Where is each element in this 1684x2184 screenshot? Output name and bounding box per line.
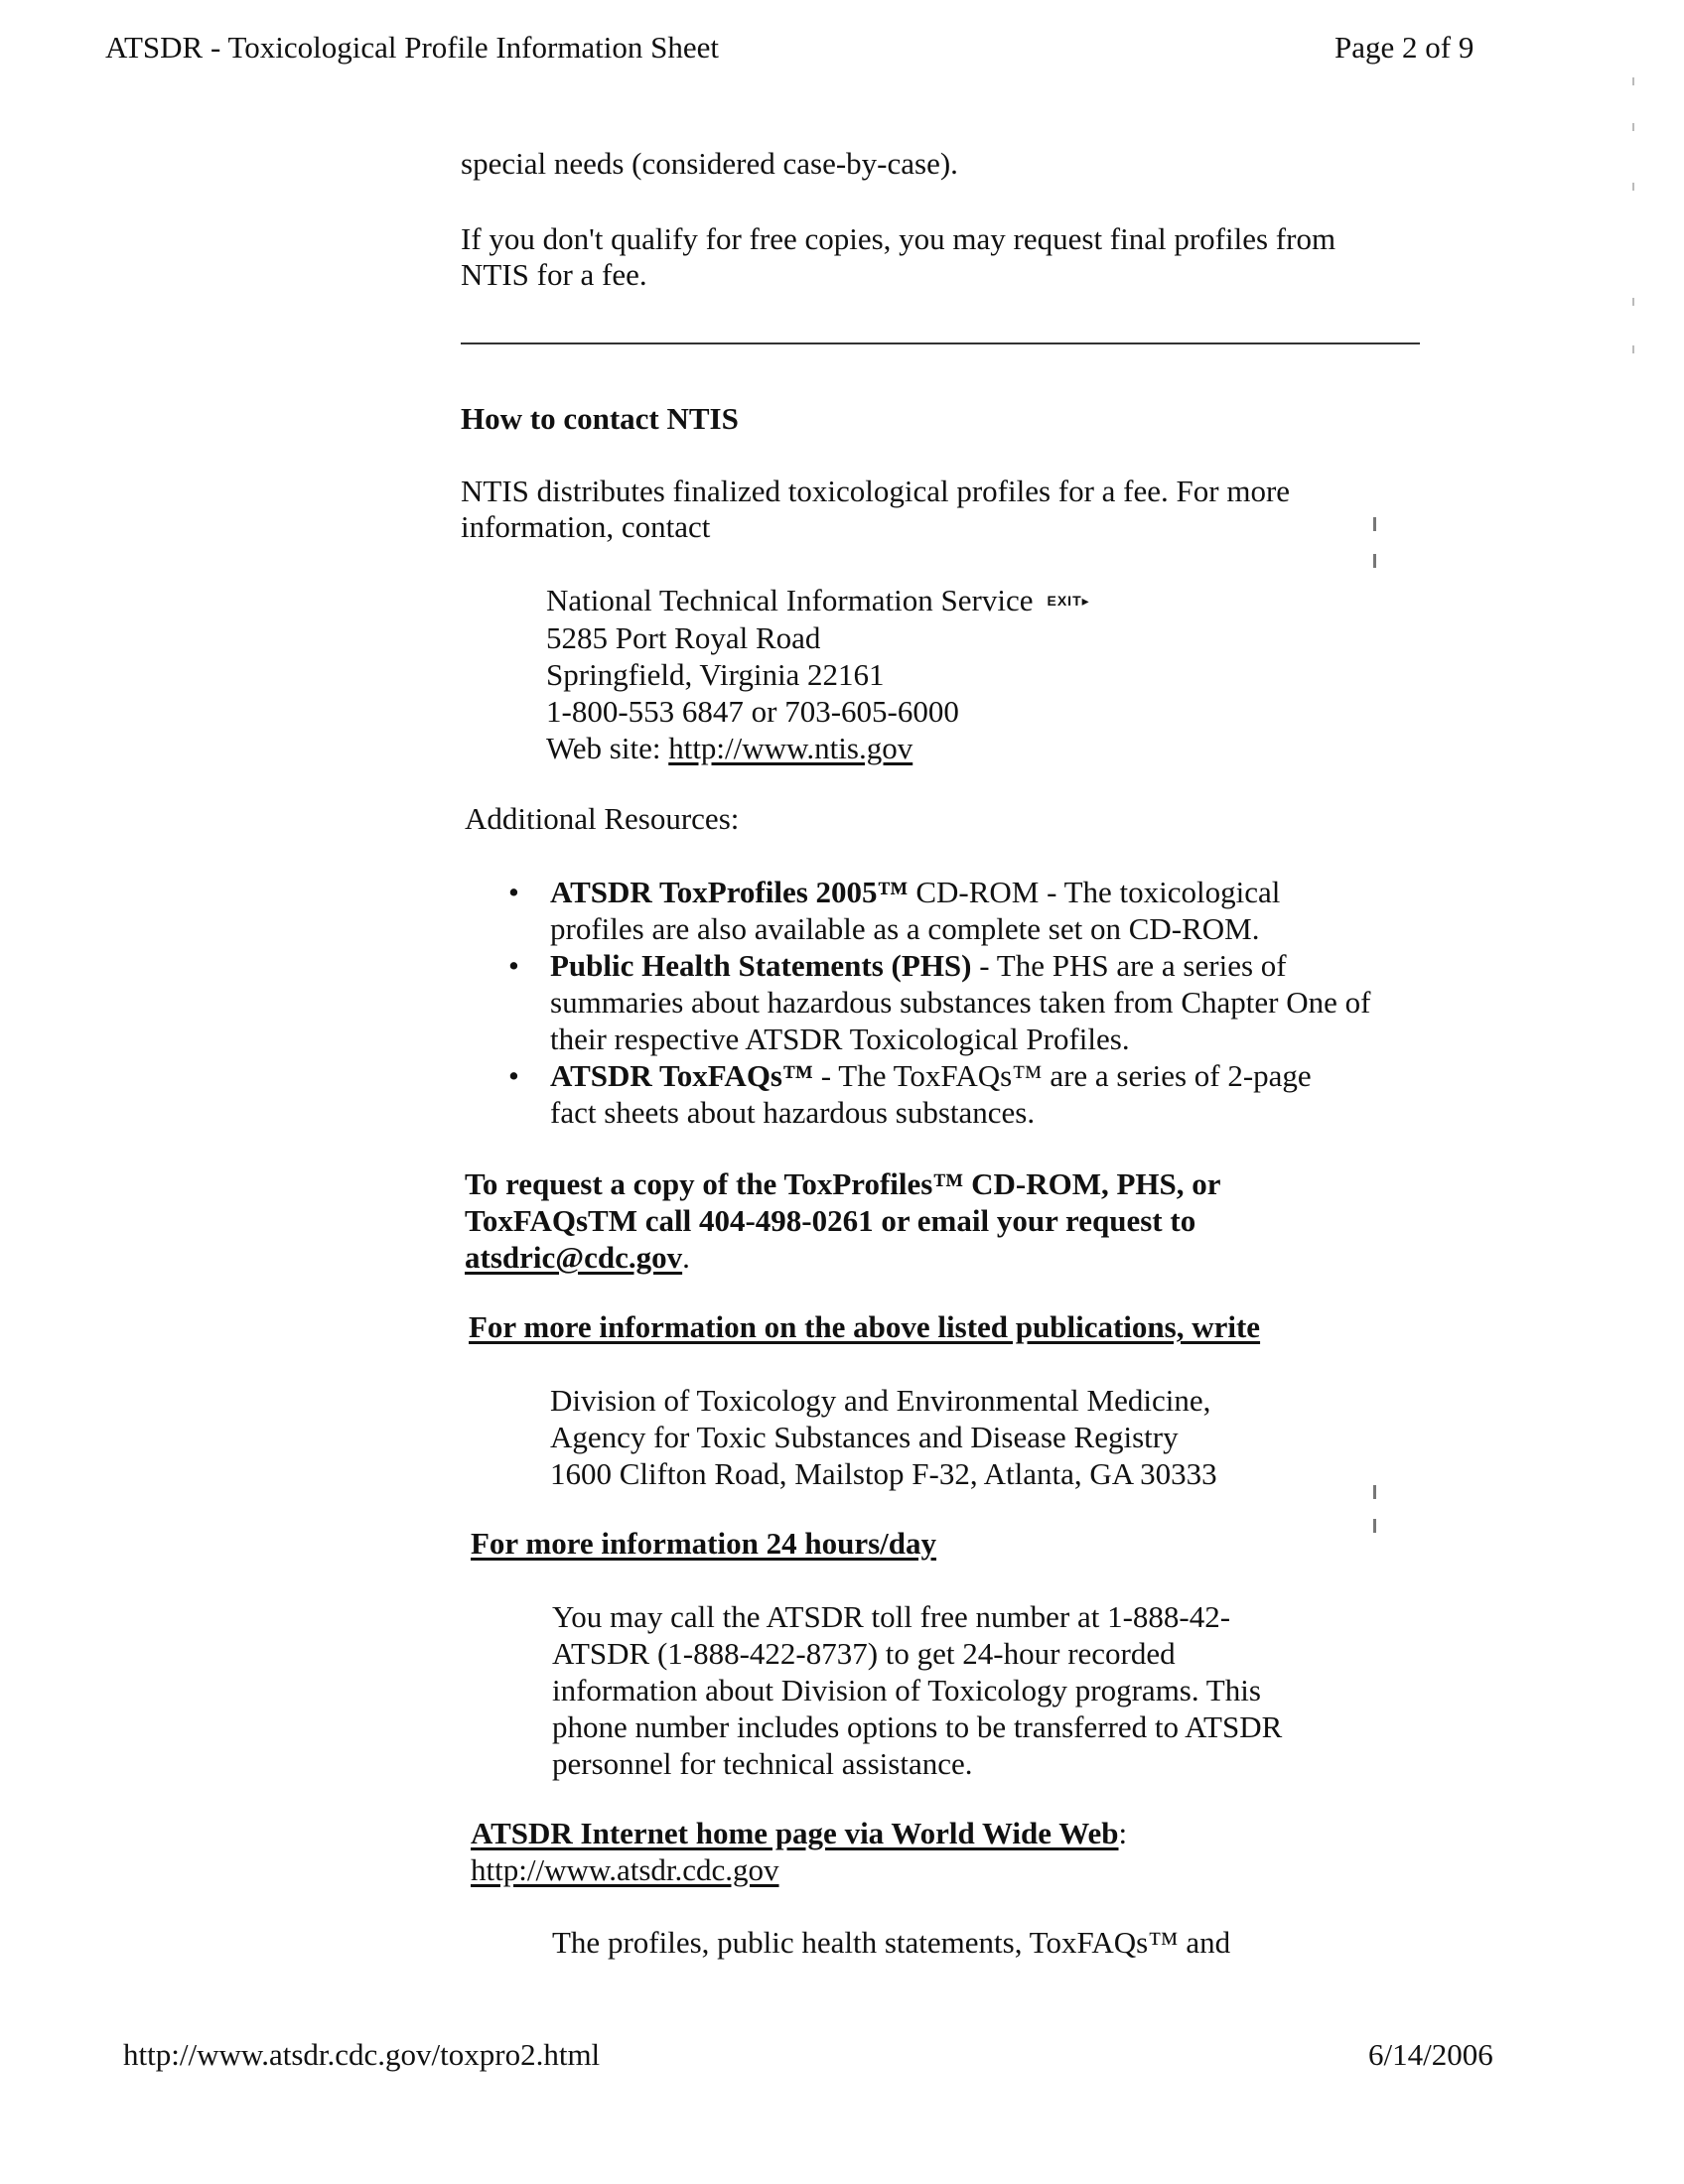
resource-desc: CD-ROM - The toxicological <box>908 875 1281 909</box>
ntis-web-link[interactable]: http://www.ntis.gov <box>668 731 913 765</box>
hours-line-4: phone number includes options to be transferred to ATSDR <box>552 1709 1283 1744</box>
resource-desc: - The PHS are a series of <box>971 948 1287 983</box>
page-number: Page 2 of 9 <box>1334 30 1474 65</box>
publications-address <box>550 1382 1217 1492</box>
list-item <box>502 874 1456 947</box>
hours-text <box>552 1598 1282 1782</box>
resource-desc: - The ToxFAQs™ are a series of 2-page <box>813 1058 1312 1093</box>
resource-title[interactable]: Public Health Statements (PHS) <box>550 948 972 983</box>
resource-desc-line: profiles are also available as a complete set on CD-ROM. <box>550 911 1260 946</box>
hours-line-3: information about Division of Toxicology programs. This <box>552 1673 1261 1707</box>
pub-line-2: Agency for Toxic Substances and Disease Registry <box>550 1420 1179 1454</box>
hours-line-1: You may call the ATSDR toll free number at 1-888-42- <box>552 1599 1231 1634</box>
bullet-icon: • <box>508 1058 519 1093</box>
list-item <box>502 1057 1456 1131</box>
ntis-org-name: National Technical Information Service <box>546 583 1034 617</box>
scan-mark <box>1373 1519 1376 1533</box>
request-line-3: atsdric@cdc.gov. <box>465 1240 690 1275</box>
list-item <box>502 947 1456 1057</box>
resources-heading: Additional Resources: <box>465 801 740 836</box>
request-line-1: To request a copy of the ToxProfiles™ CD-ROM, PHS, or <box>465 1166 1221 1201</box>
request-block <box>465 1165 1221 1276</box>
scan-mark <box>1632 345 1634 353</box>
resource-title[interactable]: ATSDR ToxFAQs™ <box>550 1058 813 1093</box>
resource-desc-line: their respective ATSDR Toxicological Profiles. <box>550 1022 1130 1056</box>
bullet-icon: • <box>508 875 519 909</box>
atsdr-home-link[interactable]: http://www.atsdr.cdc.gov <box>471 1852 779 1887</box>
footer-url: http://www.atsdr.cdc.gov/toxpro2.html <box>123 2037 601 2072</box>
hours-line-5: personnel for technical assistance. <box>552 1746 973 1781</box>
bullet-icon: • <box>508 948 519 983</box>
scan-mark <box>1373 517 1376 531</box>
header-title: ATSDR - Toxicological Profile Information Sheet <box>105 30 720 65</box>
ntis-para-line-2: information, contact <box>461 509 711 544</box>
internet-heading-line: ATSDR Internet home page via World Wide Web: <box>471 1816 1128 1850</box>
scan-mark <box>1632 123 1634 131</box>
request-email-link[interactable]: atsdric@cdc.gov <box>465 1240 683 1275</box>
resource-desc-line: fact sheets about hazardous substances. <box>550 1095 1036 1130</box>
pub-line-3: 1600 Clifton Road, Mailstop F-32, Atlanta, GA 30333 <box>550 1456 1217 1491</box>
scan-mark <box>1373 554 1376 568</box>
scan-mark <box>1632 298 1634 306</box>
pub-line-1: Division of Toxicology and Environmental Medicine, <box>550 1383 1211 1418</box>
section-divider <box>461 342 1420 344</box>
ntis-phone: 1-800-553 6847 or 703-605-6000 <box>546 694 959 729</box>
request-line-2: ToxFAQsTM call 404-498-0261 or email your request to <box>465 1203 1196 1238</box>
hours-line-2: ATSDR (1-888-422-8737) to get 24-hour recorded <box>552 1636 1176 1671</box>
scan-mark <box>1632 183 1634 191</box>
hours-heading[interactable]: For more information 24 hours/day <box>471 1526 937 1561</box>
exit-icon[interactable]: EXIT▸ <box>1047 593 1090 609</box>
ntis-city: Springfield, Virginia 22161 <box>546 657 885 692</box>
resource-title[interactable]: ATSDR ToxProfiles 2005™ <box>550 875 909 909</box>
ntis-street: 5285 Port Royal Road <box>546 620 821 655</box>
internet-heading[interactable]: ATSDR Internet home page via World Wide Web <box>471 1816 1119 1850</box>
ntis-address <box>546 582 1090 766</box>
publications-heading[interactable]: For more information on the above listed publications, write <box>469 1309 1261 1344</box>
intro-line-1: special needs (considered case-by-case). <box>461 146 958 181</box>
ntis-heading: How to contact NTIS <box>461 401 739 436</box>
scan-mark <box>1632 77 1634 85</box>
ntis-web-label: Web site: <box>546 731 661 765</box>
ntis-para-line-1: NTIS distributes finalized toxicological profiles for a fee. For more <box>461 474 1291 508</box>
scan-mark <box>1373 1485 1376 1499</box>
ntis-org-line <box>546 582 1090 619</box>
intro-line-3: NTIS for a fee. <box>461 257 647 292</box>
internet-trailing-text: The profiles, public health statements, ToxFAQs™ and <box>552 1925 1231 1960</box>
ntis-web-line <box>546 730 1090 766</box>
intro-line-2: If you don't qualify for free copies, you may request final profiles from <box>461 221 1336 256</box>
resource-desc-line: summaries about hazardous substances taken from Chapter One of <box>550 985 1371 1020</box>
footer-date: 6/14/2006 <box>1368 2037 1493 2072</box>
resources-list <box>502 874 1456 1131</box>
